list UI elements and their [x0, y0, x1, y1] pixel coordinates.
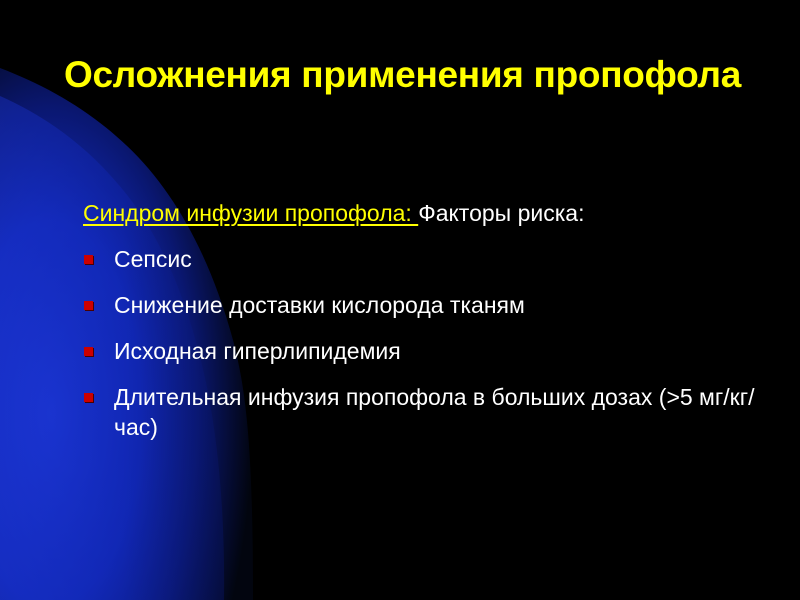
red-square-bullet-icon	[84, 393, 93, 402]
risk-factor-list	[83, 244, 773, 442]
list-item	[83, 382, 773, 442]
risk-factors-label: Факторы риска:	[418, 200, 585, 226]
red-square-bullet-icon	[84, 255, 93, 264]
list-item	[83, 290, 773, 320]
list-item-text: Сепсис	[114, 246, 192, 272]
list-item-text: Снижение доставки кислорода тканям	[114, 292, 525, 318]
list-item	[83, 244, 773, 274]
red-square-bullet-icon	[84, 347, 93, 356]
slide-content	[83, 198, 773, 458]
list-item-text: Исходная гиперлипидемия	[114, 338, 401, 364]
intro-line	[83, 198, 773, 228]
propofol-infusion-syndrome-link[interactable]: Синдром инфузии пропофола:	[83, 200, 419, 226]
list-item-text: Длительная инфузия пропофола в больших дозах (>5 мг/кг/час)	[114, 384, 755, 440]
slide-title: Осложнения применения пропофола	[64, 54, 741, 95]
list-item	[83, 336, 773, 366]
red-square-bullet-icon	[84, 301, 93, 310]
